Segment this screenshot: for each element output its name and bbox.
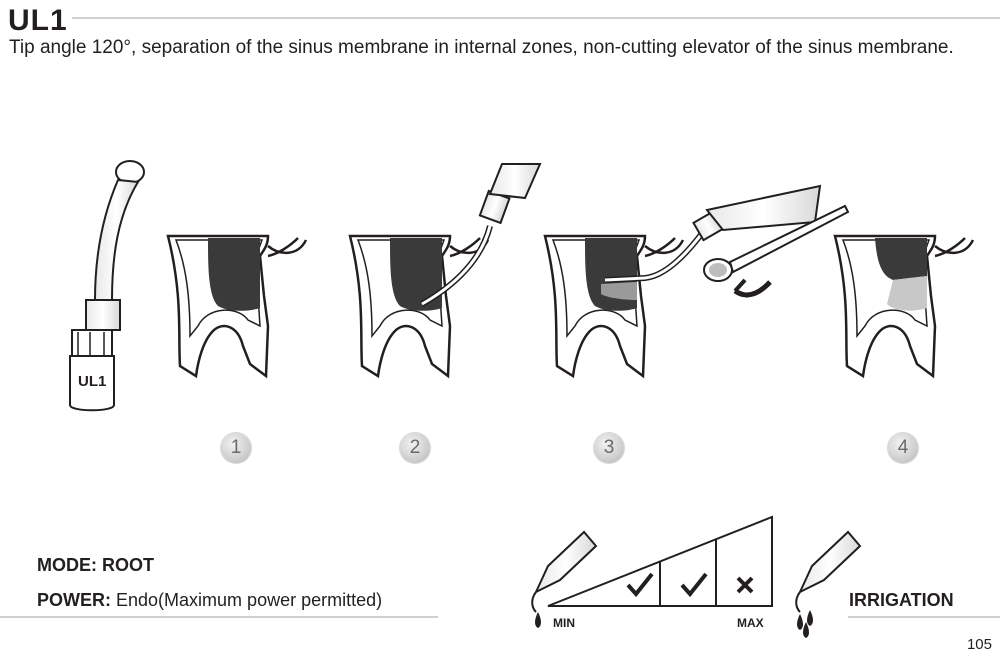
handpiece-high-irrigation-icon xyxy=(796,532,860,638)
handpiece-low-irrigation-icon xyxy=(532,532,596,628)
step-3-illustration xyxy=(545,186,848,376)
power-label: POWER: xyxy=(37,590,111,610)
mode-setting: MODE: ROOT xyxy=(37,555,154,575)
max-label: MAX xyxy=(737,616,764,630)
step-2-badge: 2 xyxy=(400,433,430,463)
step-1-illustration xyxy=(168,236,306,376)
step-2-illustration xyxy=(350,164,540,376)
step-4-badge: 4 xyxy=(888,433,918,463)
irrigation-label: IRRIGATION xyxy=(849,590,954,610)
tip-label: UL1 xyxy=(78,373,107,390)
step-4-illustration xyxy=(835,236,973,376)
tip-description: Tip angle 120°, separation of the sinus membrane in internal zones, non-cutting elevator of the sinus membrane. xyxy=(9,37,954,58)
page-title: UL1 xyxy=(8,4,68,37)
bottom-rule-left xyxy=(0,616,438,618)
page-number: 105 xyxy=(966,636,992,653)
step-3-badge: 3 xyxy=(594,433,624,463)
power-scale xyxy=(548,517,772,606)
power-setting xyxy=(37,590,382,611)
min-label: MIN xyxy=(553,616,575,630)
step-1-badge: 1 xyxy=(221,433,251,463)
power-value: Endo(Maximum power permitted) xyxy=(116,590,383,610)
bottom-rule-right xyxy=(848,616,1000,618)
